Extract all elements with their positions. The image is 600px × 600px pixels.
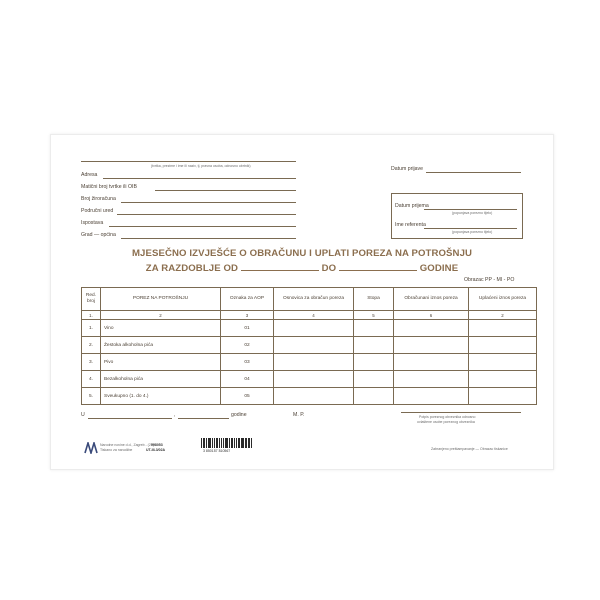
barcode-number: 3 850157 810567 [203,449,231,453]
godine-label: GODINE [419,263,459,274]
index-cell: 6 [394,311,469,320]
publisher-line-2: Tiskano za narudžbe [100,448,133,452]
table-row [82,388,537,405]
field-label-podrucni-ured: Područni ured [81,208,114,214]
taxpayer-name-note: (tvrtka, prezime i ime ili naziv, tj. pravna osoba, odnosno obrtnik) [151,164,251,168]
tax-table [81,287,537,405]
field-label-adresa: Adresa [81,172,98,178]
index-cell: 2 [101,311,221,320]
row-name: Bezalkoholna pića [101,371,221,388]
stopa-cell[interactable] [354,320,394,337]
publisher-line-1: Narodne novine d.d., Zagreb - (27) [100,443,154,447]
header-aop: Oznaka za AOP [221,288,274,311]
row-aop: 02 [221,337,274,354]
row-number: 4. [82,371,101,388]
tax-form-paper [50,134,554,470]
right-footer-note: Zabranjeno preštampavanje — Obrazac tiskanice [431,447,508,451]
barcode-stripe [209,438,211,448]
taxpayer-name-line[interactable] [81,161,296,162]
datum-prijave-label: Datum prijave [391,166,424,172]
index-cell: 4 [274,311,354,320]
period-line [51,262,553,274]
index-cell: 3 [221,311,274,320]
osnovica-cell[interactable] [274,320,354,337]
barcode-stripe [212,438,213,448]
do-label: DO [321,263,337,274]
row-number: 1. [82,320,101,337]
za-razdoblje-od-label: ZA RAZDOBLJE OD [145,263,239,274]
barcode-stripe [206,438,207,448]
barcode-stripe [217,438,218,448]
row-name: Sveukupno (1. do 4.) [101,388,221,405]
osnovica-cell[interactable] [274,354,354,371]
obracunani-cell[interactable] [394,354,469,371]
row-number: 5. [82,388,101,405]
row-aop: 03 [221,354,274,371]
barcode-stripe [229,438,230,448]
signature-note-1: Potpis poreznog obveznika odnosno [419,415,476,419]
barcode-stripe [226,438,228,448]
field-label-grad: Grad — općina [81,232,116,238]
header-stopa: Stopa [354,288,394,311]
period-to-field[interactable] [339,262,417,271]
field-label-oib: Matični broj tvrtke ili OIB [81,184,137,190]
datum-prijave-line[interactable] [426,172,521,173]
barcode-stripe [223,438,224,448]
footer-godine-label: godine [231,412,247,418]
index-cell: 1. [82,311,101,320]
footer-date-line[interactable] [178,418,229,419]
row-aop: 01 [221,320,274,337]
uplaceni-cell[interactable] [469,337,537,354]
signature-note-2: ovlaštene osobe poreznog obveznika [417,420,475,424]
form-code-2: UT-III-3/02A [146,448,166,452]
table-header-row [82,288,537,311]
obrazac-code: Obrazac PP - MI - PO [464,277,515,283]
uplaceni-cell[interactable] [469,320,537,337]
field-line-podrucni-ured[interactable] [117,214,296,215]
header-obracunani: Obračunani iznos poreza [394,288,469,311]
footer-place-line[interactable] [88,418,172,419]
header-uplaceni: Uplaćeni iznos poreza [469,288,537,311]
stopa-cell[interactable] [354,388,394,405]
obracunani-cell[interactable] [394,337,469,354]
ime-referenta-line[interactable] [424,228,517,229]
barcode-stripe [201,438,202,448]
footer-mp-label: M. P. [293,412,305,418]
obracunani-cell[interactable] [394,371,469,388]
stopa-cell[interactable] [354,371,394,388]
row-aop: 04 [221,371,274,388]
uplaceni-cell[interactable] [469,371,537,388]
field-label-ispostava: Ispostava [81,220,104,226]
barcode-icon [201,438,253,448]
table-row [82,354,537,371]
index-cell: 2 [469,311,537,320]
ime-referenta-label: Ime referenta [395,222,426,228]
field-line-oib[interactable] [155,190,296,191]
barcode-stripe [251,438,252,448]
period-from-field[interactable] [241,262,319,271]
publisher-logo-icon [84,442,98,454]
field-line-grad[interactable] [121,238,296,239]
stopa-cell[interactable] [354,337,394,354]
field-label-ziroracun: Broj žiroračuna [81,196,116,202]
row-name: Žestoka alkoholna pića [101,337,221,354]
footer-comma: , [174,412,176,418]
obracunani-cell[interactable] [394,388,469,405]
uplaceni-cell[interactable] [469,354,537,371]
osnovica-cell[interactable] [274,337,354,354]
header-red-broj: Red. broj [82,288,101,311]
barcode-stripe [239,438,240,448]
table-row [82,371,537,388]
table-index-row [82,311,537,320]
ime-referenta-note: (popunjava porezno tijelo) [452,230,493,234]
footer-u-label: U [81,412,85,418]
row-number: 2. [82,337,101,354]
osnovica-cell[interactable] [274,371,354,388]
form-title: MJESEČNO IZVJEŠĆE O OBRAČUNU I UPLATI POREZA NA POTROŠNJU [131,248,473,259]
office-use-box [391,193,523,239]
field-line-adresa[interactable] [103,178,296,179]
form-code-1: 998053 [151,443,163,447]
index-cell: 5 [354,311,394,320]
stopa-cell[interactable] [354,354,394,371]
header-osnovica: Osnovica za obračun poreza [274,288,354,311]
signature-line[interactable] [401,412,521,413]
field-line-ziroracun[interactable] [121,202,296,203]
osnovica-cell[interactable] [274,388,354,405]
field-line-ispostava[interactable] [109,226,296,227]
table-row [82,337,537,354]
row-name: Pivo [101,354,221,371]
barcode-stripe [245,438,247,448]
uplaceni-cell[interactable] [469,388,537,405]
table-row [82,320,537,337]
barcode-stripe [234,438,235,448]
datum-prijema-line[interactable] [424,209,517,210]
obracunani-cell[interactable] [394,320,469,337]
row-name: Vino [101,320,221,337]
datum-prijema-label: Datum prijema [395,203,429,209]
header-porez: POREZ NA POTROŠNJU [101,288,221,311]
row-number: 3. [82,354,101,371]
datum-prijema-note: (popunjava porezno tijelo) [452,211,493,215]
row-aop: 05 [221,388,274,405]
